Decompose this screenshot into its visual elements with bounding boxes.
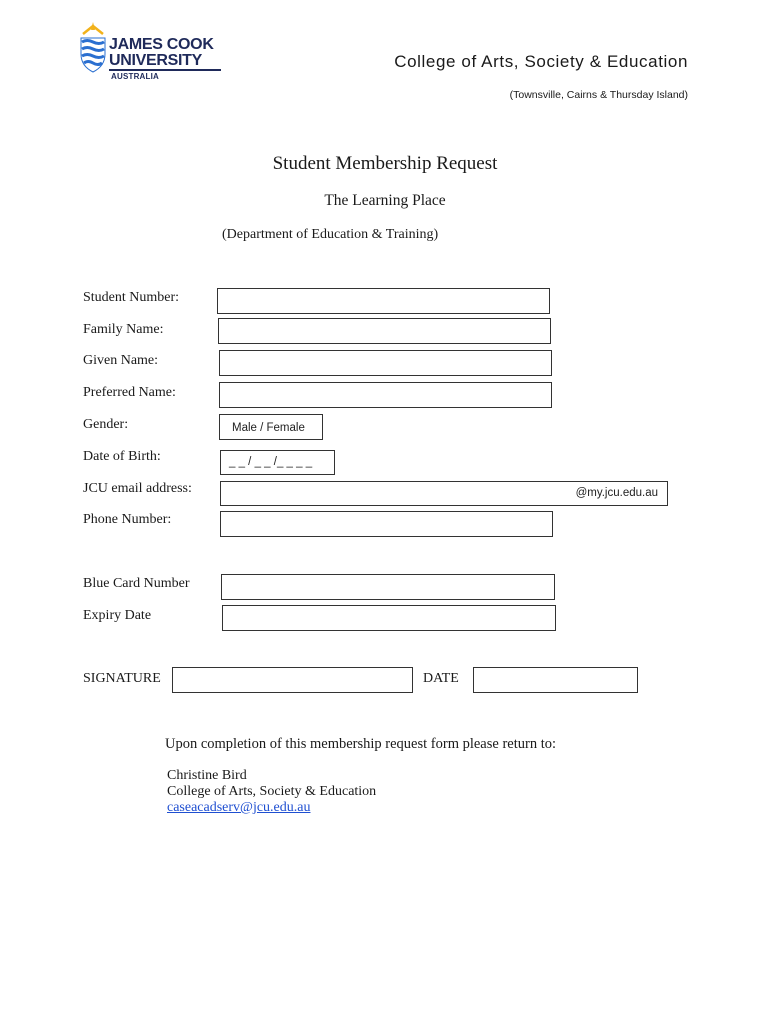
logo-line-1: JAMES COOK [109,36,214,53]
preferred-name-field[interactable] [219,382,552,408]
signature-label: SIGNATURE [83,671,161,686]
blue-card-field[interactable] [221,574,555,600]
given-name-field[interactable] [219,350,552,376]
college-name: College of Arts, Society & Education [394,52,688,71]
logo-divider [109,69,221,71]
campus-list: (Townsville, Cairns & Thursday Island) [509,89,688,101]
contact-email-link[interactable]: caseacadserv@jcu.edu.au [167,800,311,815]
department-label: (Department of Education & Training) [222,227,439,242]
form-title: Student Membership Request [272,153,498,174]
phone-field[interactable] [220,511,553,537]
form-subtitle: The Learning Place [324,192,446,209]
date-field[interactable] [473,667,638,693]
family-name-label: Family Name: [83,322,164,337]
date-label: DATE [423,671,459,686]
preferred-name-label: Preferred Name: [83,385,176,400]
return-instructions: Upon completion of this membership request form please return to: [165,736,557,752]
logo-line-2: UNIVERSITY [109,52,203,69]
gender-label: Gender: [83,417,129,432]
jcu-shield-icon [78,20,108,74]
expiry-label: Expiry Date [83,608,152,623]
contact-name: Christine Bird [167,768,247,783]
phone-label: Phone Number: [83,512,172,527]
email-field[interactable] [220,481,668,506]
given-name-label: Given Name: [83,353,159,368]
gender-options: Male / Female [232,422,305,434]
email-label: JCU email address: [83,481,192,496]
email-domain-suffix: @my.jcu.edu.au [575,487,658,499]
logo-line-3: AUSTRALIA [111,72,160,81]
university-logo [78,20,228,82]
gender-field[interactable] [219,414,323,440]
dob-label: Date of Birth: [83,449,161,464]
dob-placeholder: _ _ / _ _ /_ _ _ _ [229,456,313,468]
blue-card-label: Blue Card Number [83,576,190,591]
student-number-field[interactable] [217,288,550,314]
student-number-label: Student Number: [83,290,180,305]
family-name-field[interactable] [218,318,551,344]
dob-field[interactable] [220,450,335,475]
expiry-field[interactable] [222,605,556,631]
signature-field[interactable] [172,667,413,693]
contact-organisation: College of Arts, Society & Education [167,784,377,799]
